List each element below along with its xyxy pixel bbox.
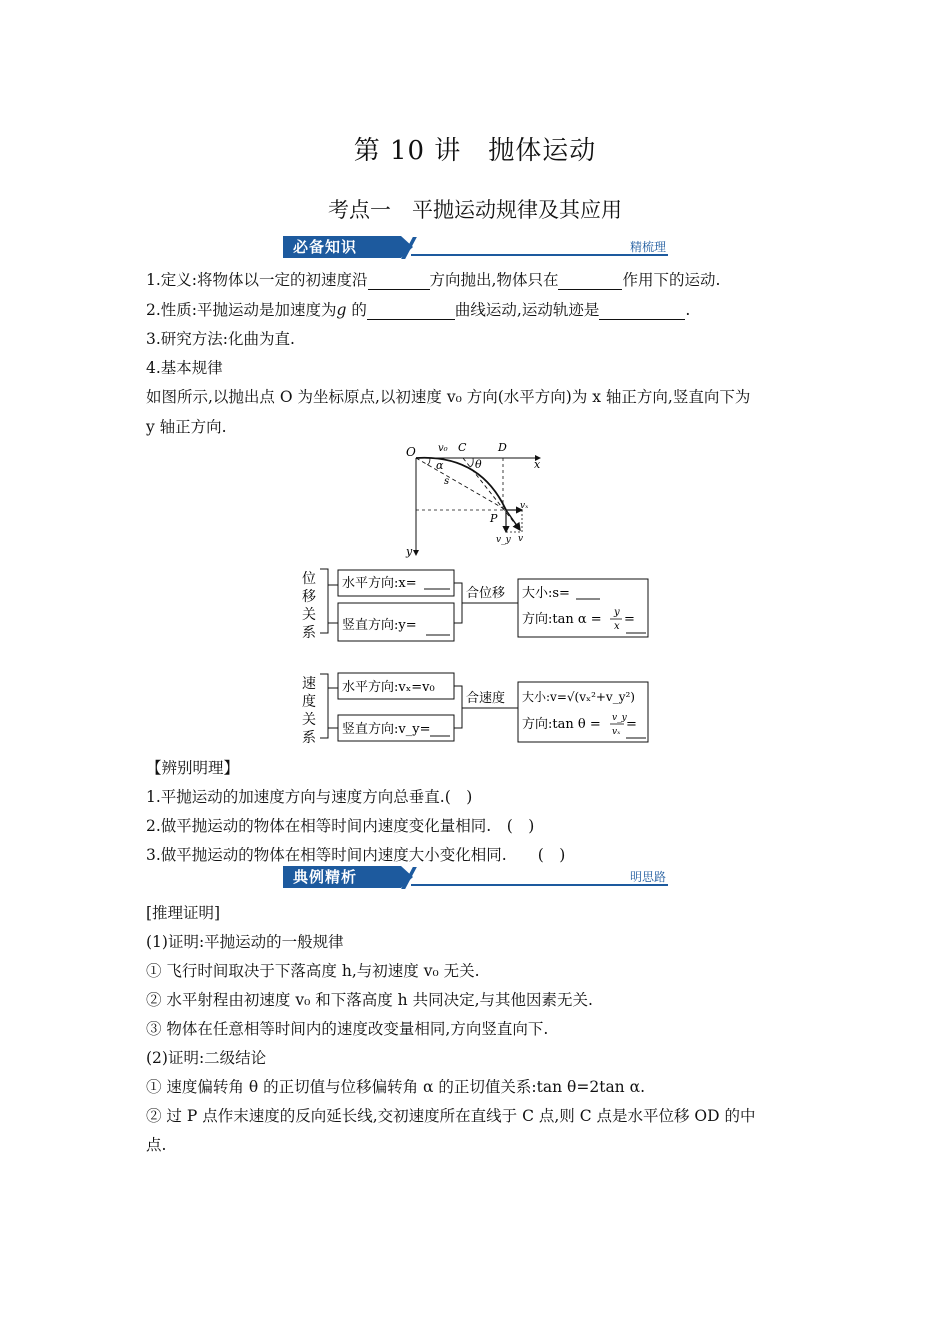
label-vy: v_y (496, 535, 511, 545)
label-y: y (406, 545, 413, 558)
projectile-diagram (400, 438, 560, 558)
banner-tag: 典例精析 (283, 866, 401, 888)
answer-blank[interactable] (558, 274, 622, 291)
proof-item: ② 水平射程由初速度 v₀ 和下落高度 h 共同决定,与其他因素无关. (146, 991, 593, 1009)
svg-text:竖直方向:v_y=: 竖直方向:v_y= (342, 722, 431, 737)
label-alpha: α (436, 459, 444, 472)
banner-example-analysis (283, 866, 668, 890)
discern-item: 2.做平抛运动的物体在相等时间内速度变化量相同. ( ) (146, 817, 535, 835)
resultant-displacement-label: 合位移 (466, 586, 506, 601)
discern-heading: 【辨别明理】 (146, 759, 240, 777)
banner-subtag: 精梳理 (629, 240, 666, 254)
definition-line: 1.定义:将物体以一定的初速度沿 方向抛出,物体只在 作用下的运动. (146, 271, 721, 289)
svg-text:水平方向:vₓ=v₀: 水平方向:vₓ=v₀ (342, 680, 435, 695)
svg-text:=: = (624, 612, 635, 627)
proof-part1: (1)证明:平抛运动的一般规律 (146, 933, 344, 951)
proof-part2: (2)证明:二级结论 (146, 1049, 267, 1067)
label-s: s (444, 476, 450, 487)
method-line: 3.研究方法:化曲为直. (146, 330, 295, 348)
displacement-relation-diagram (294, 565, 654, 645)
answer-blank[interactable] (599, 304, 685, 321)
label-vx: vₓ (520, 501, 529, 511)
svg-text:y: y (614, 607, 620, 618)
proof-item: ① 飞行时间取决于下落高度 h,与初速度 v₀ 无关. (146, 962, 480, 980)
svg-text:方向:tan θ =: 方向:tan θ = (522, 717, 601, 732)
label-v0: v₀ (438, 443, 448, 454)
label-D: D (498, 441, 507, 454)
label-x: x (534, 458, 541, 471)
v-arrow (506, 510, 520, 530)
label-theta: θ (475, 458, 482, 471)
svg-text:速: 速 (302, 676, 316, 692)
velocity-relation-diagram (294, 670, 654, 750)
proof-item: ① 速度偏转角 θ 的正切值与位移偏转角 α 的正切值关系:tan θ=2tan α. (146, 1078, 645, 1096)
answer-blank[interactable] (367, 304, 455, 321)
svg-text:关: 关 (302, 607, 316, 623)
displacement-line (416, 458, 506, 510)
svg-text:=: = (626, 717, 637, 732)
rule-desc-line2: y 轴正方向. (146, 418, 227, 436)
alpha-arc (427, 458, 430, 465)
svg-text:竖直方向:y=: 竖直方向:y= (342, 618, 417, 633)
banner-tag: 必备知识 (283, 236, 401, 258)
svg-text:v_y: v_y (612, 713, 627, 723)
resultant-velocity-label: 合速度 (466, 691, 506, 706)
svg-text:系: 系 (302, 730, 316, 746)
theta-arc (470, 458, 473, 467)
answer-blank[interactable] (368, 274, 430, 291)
section-title: 考点一 平抛运动规律及其应用 (328, 198, 622, 222)
discern-item: 1.平抛运动的加速度方向与速度方向总垂直.( ) (146, 788, 473, 806)
proof-item: ③ 物体在任意相等时间内的速度改变量相同,方向竖直向下. (146, 1020, 549, 1038)
property-line: 2.性质:平抛运动是加速度为g 的 曲线运动,运动轨迹是 . (146, 301, 691, 319)
proof-heading: [推理证明] (146, 904, 221, 922)
svg-text:水平方向:x=: 水平方向:x= (342, 576, 417, 591)
proof-item-cont: 点. (146, 1136, 167, 1154)
label-P: P (490, 512, 498, 525)
svg-text:大小:v=√(vₓ²+v_y²): 大小:v=√(vₓ²+v_y²) (522, 690, 635, 704)
svg-text:度: 度 (302, 694, 316, 710)
rule-heading: 4.基本规律 (146, 359, 223, 377)
rule-desc-line1: 如图所示,以抛出点 O 为坐标原点,以初速度 v₀ 方向(水平方向)为 x 轴正方向,竖直向下为 (146, 388, 751, 406)
svg-text:vₓ: vₓ (612, 727, 621, 737)
label-v: v (518, 534, 524, 544)
svg-text:位: 位 (302, 571, 316, 587)
label-C: C (458, 441, 467, 454)
svg-text:关: 关 (302, 712, 316, 728)
svg-text:移: 移 (302, 589, 316, 605)
page-title: 第 10 讲 抛体运动 (353, 136, 597, 166)
svg-text:系: 系 (302, 625, 316, 641)
discern-item: 3.做平抛运动的物体在相等时间内速度大小变化相同. ( ) (146, 846, 566, 864)
banner-subtag: 明思路 (629, 870, 666, 884)
svg-text:方向:tan α =: 方向:tan α = (522, 612, 602, 627)
svg-text:x: x (614, 621, 620, 632)
banner-essential-knowledge (283, 236, 668, 260)
label-O: O (406, 445, 416, 459)
svg-text:大小:s=: 大小:s= (522, 586, 570, 601)
proof-item: ② 过 P 点作末速度的反向延长线,交初速度所在直线于 C 点,则 C 点是水平位移 OD 的中 (146, 1107, 756, 1125)
